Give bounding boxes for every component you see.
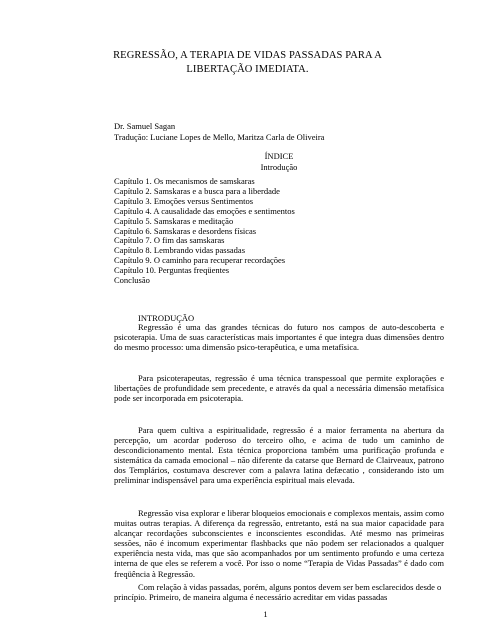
author-block [114,121,444,142]
intro-heading: INTRODUÇÃO [138,313,195,323]
toc-item: Conclusão [114,275,150,286]
title-line-2: LIBERTAÇÃO IMEDIATA. [186,64,309,75]
translation-credit: Tradução: Luciane Lopes de Mello, Maritza Carla de Oliveira [114,131,325,142]
toc-item: Capítulo 2. Samskaras e a busca para a liberdade [114,185,280,196]
toc-item: Capítulo 8. Lembrando vidas passadas [114,245,246,256]
toc-item: Capítulo 9. O caminho para recuperar recordações [114,255,286,266]
toc-item: Capítulo 6. Samskaras e desordens físicas [114,225,257,236]
title-line-1: REGRESSÃO, A TERAPIA DE VIDAS PASSADAS PARA A [113,50,382,61]
paragraph: Com relação à vidas passadas, porém, alguns pontos devem ser bem esclarecidos desde o princípio. Primeiro, de maneira alguma é necessário acreditar em vidas passadas [114,582,442,603]
toc-item: Capítulo 5. Samskaras e meditação [114,215,234,226]
toc-item: Capítulo 7. O fim das samskaras [114,235,225,246]
toc-item: Capítulo 4. A causalidade das emoções e sentimentos [114,205,295,216]
paragraph: Para psicoterapeutas, regressão é uma técnica transpessoal que permite explorações e libertações de profundidade sem precedente, e através da qual a necessária dimensão metafísica pode ser incorporada em psicoterapia. [114,373,444,404]
paragraph: Para quem cultiva a espiritualidade, regressão é a maior ferramenta na abertura da percepção, um acordar poderoso do terceiro olho, e acima de tudo um caminho de descondicionamento mental. Esta técnica proporciona também uma purificação profunda e sistemática da camada emocional – não diferente da catarse que Bernard de Clairveaux, patrono dos Templários, costumava descrever com a palavra latina defæcatio , considerando isto um preliminar indispensável para uma experiência espiritual mais elevada. [114,425,444,486]
author-name: Dr. Samuel Sagan [114,121,176,131]
index-intro: Introdução [260,162,298,172]
table-of-contents [114,177,444,286]
index-heading [114,151,444,173]
document-title [60,49,435,77]
index-title: ÍNDICE [264,151,294,161]
toc-item: Capítulo 10. Perguntas freqüentes [114,265,230,276]
toc-item: Capítulo 3. Emoções versus Sentimentos [114,195,254,206]
page-number: 1 [263,609,268,619]
paragraph: Regressão é uma das grandes técnicas do futuro nos campos de auto-descoberta e psicoterapia. Uma de suas características mais importantes é que integra duas dimensões dentro do mesmo processo: uma dimensão psico-terapêutica, e uma metafísica. [114,322,444,353]
paragraph: Regressão visa explorar e liberar bloqueios emocionais e complexos mentais, assim como muitas outras terapias. A diferença da regressão, entretanto, está na sua maior capacidade para alcançar recordações subconscientes e inconscientes escondidas. Até mesmo nas primeiras sessões, não é incomum experimentar flashbacks que não podem ser relacionados a qualquer experiência nesta vida, mas que são acompanhados por um sentimento profundo e uma certeza interna de que eles se referem a você. Por isso o nome “Terapia de Vidas Passadas” é dado com freqüência à Regressão. [114,508,444,579]
toc-item: Capítulo 1. Os mecanismos de samskaras [114,176,255,186]
